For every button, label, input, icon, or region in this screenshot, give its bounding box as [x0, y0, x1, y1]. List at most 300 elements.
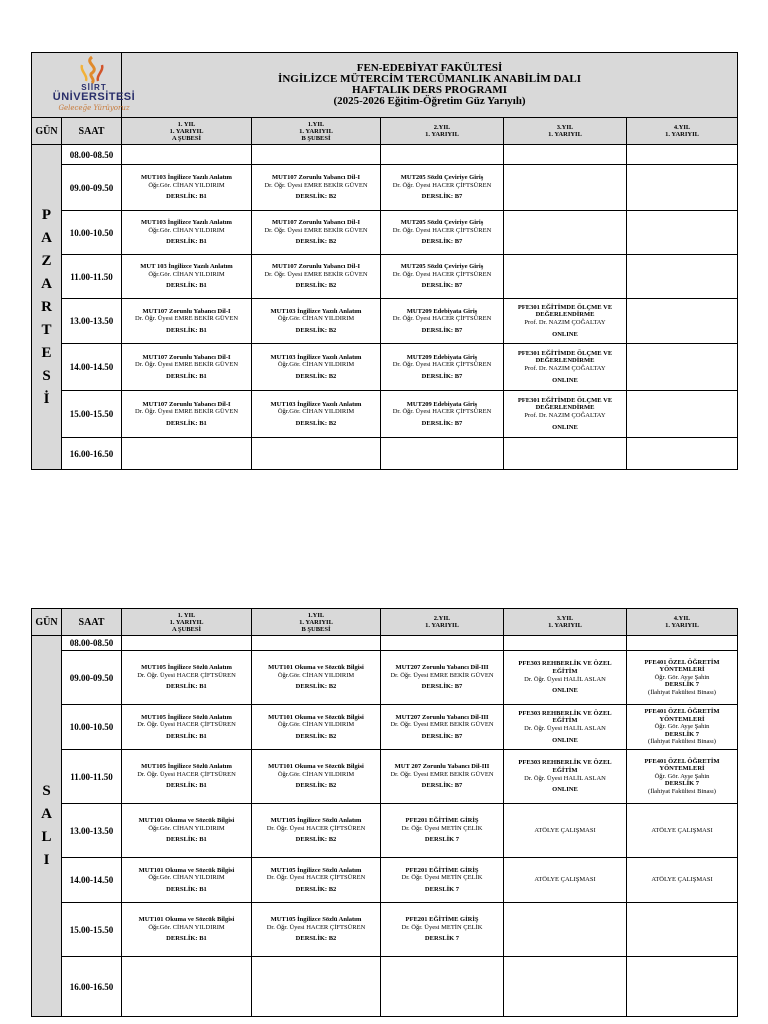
university-logo-cell: [32, 53, 136, 118]
monday-schedule-table: [31, 52, 738, 470]
university-logo: [34, 53, 154, 117]
course-name: MUT205 Sözlü Çeviriye Giriş: [400, 219, 484, 227]
classroom-label: DERSLİK: B1: [166, 326, 207, 334]
course-cell-y2: [381, 438, 504, 470]
classroom-label: DERSLİK: B1: [166, 885, 207, 893]
course-name: PFE303 REHBERLİK VE ÖZEL EĞİTİM: [518, 709, 612, 725]
course-cell-y4: [627, 705, 738, 750]
instructor-name: Öğr.Gör. CİHAN YILDIRIM: [148, 270, 225, 278]
monday-rows: [32, 145, 738, 470]
header-year1-b: 1.YIL 1. YARIYIL B ŞUBESİ: [252, 609, 381, 636]
title-term: (2025-2026 Eğitim-Öğretim Güz Yarıyılı): [333, 95, 526, 107]
time-slot: 09.00-09.50: [62, 165, 122, 211]
course-name: MUT105 İngilizce Sözlü Anlatım: [141, 664, 232, 672]
course-cell-b: [252, 957, 381, 1017]
course-name: MUT107 Zorunlu Yabancı Dil-I: [142, 400, 231, 408]
course-name: PFE201 EĞİTİME GİRİŞ: [405, 866, 479, 874]
day-letter: S: [42, 783, 51, 799]
course-cell-y2: [381, 957, 504, 1017]
day-letter: E: [41, 344, 52, 361]
instructor-name: Dr. Öğr. Üyesi EMRE BEKİR GÜVEN: [264, 181, 368, 189]
course-cell-b: [252, 145, 381, 165]
course-cell-a: [122, 391, 252, 438]
table-row: [32, 145, 738, 165]
table-row: [32, 804, 738, 858]
course-name: MUT107 Zorunlu Yabancı Dil-I: [142, 307, 231, 315]
course-cell-a: [122, 211, 252, 255]
course-cell-y2: [381, 299, 504, 344]
schedule-title: [122, 53, 738, 118]
instructor-name: Öğr.Gör. CİHAN YILDIRIM: [277, 671, 355, 679]
course-cell-b: [252, 651, 381, 705]
classroom-label: DERSLİK 7: [424, 935, 460, 943]
course-name: PFE301 EĞİTİMDE ÖLÇME VE DEĞERLENDİRME: [517, 396, 613, 412]
classroom-label: DERSLİK: B7: [421, 683, 463, 691]
classroom-label: DERSLİK: B1: [166, 782, 207, 790]
course-cell-y2: [381, 651, 504, 705]
course-cell-a: [122, 145, 252, 165]
header-gun: GÜN: [32, 118, 62, 145]
day-letter: I: [43, 852, 50, 868]
classroom-label: DERSLİK: B2: [295, 238, 337, 246]
course-name: PFE401 ÖZEL ÖĞRETİM YÖNTEMLERİ: [644, 658, 720, 674]
instructor-name: Dr. Öğr. Üyesi METİN ÇELİK: [401, 824, 483, 832]
course-cell-y2: [381, 705, 504, 750]
course-name: PFE401 ÖZEL ÖĞRETİM YÖNTEMLERİ: [644, 757, 720, 773]
course-cell-y4: [627, 438, 738, 470]
time-slot: 11.00-11.50: [62, 255, 122, 299]
course-name: MUT105 İngilizce Sözlü Anlatım: [270, 866, 362, 874]
classroom-label: ONLINE: [552, 687, 578, 695]
title-program: HAFTALIK DERS PROGRAMI: [352, 84, 508, 96]
course-cell-a: [122, 165, 252, 211]
course-cell-y4: [627, 957, 738, 1017]
course-cell-a: [122, 705, 252, 750]
time-slot: 10.00-10.50: [62, 211, 122, 255]
time-slot: 14.00-14.50: [62, 858, 122, 903]
instructor-name: Dr. Öğr. Üyesi HACER ÇİFTSÜREN: [392, 361, 492, 369]
classroom-label: ONLINE: [552, 736, 578, 744]
instructor-name: Öğr.Gör. CİHAN YILDIRIM: [148, 874, 225, 882]
classroom-label: ONLINE: [552, 376, 578, 384]
course-cell-y4: [627, 636, 738, 651]
course-cell-y2: [381, 165, 504, 211]
instructor-name: Dr. Öğr. Üyesi EMRE BEKİR GÜVEN: [134, 361, 239, 369]
day-letter: Z: [41, 252, 52, 269]
course-cell-y2: [381, 636, 504, 651]
table-row: [32, 957, 738, 1017]
course-cell-y2: [381, 391, 504, 438]
day-letters: [34, 204, 59, 411]
title-department: İNGİLİZCE MÜTERCİM TERCÜMANLIK ANABİLİM DALI: [278, 73, 581, 85]
time-slot: 08.00-08.50: [62, 145, 122, 165]
course-name: MUT105 İngilizce Sözlü Anlatım: [141, 763, 232, 771]
day-letter: R: [41, 298, 52, 315]
course-cell-y4: [627, 651, 738, 705]
classroom-label: DERSLİK: B2: [295, 419, 337, 427]
course-cell-b: [252, 211, 381, 255]
day-letter: P: [41, 206, 52, 223]
course-cell-y2: [381, 903, 504, 957]
course-cell-y4: [627, 211, 738, 255]
course-cell-y4: [627, 299, 738, 344]
classroom-label: DERSLİK: B1: [166, 419, 207, 427]
header-year2: 2.YIL 1. YARIYIL: [381, 118, 504, 145]
header-year1-b: 1.YIL 1. YARIYIL B ŞUBESİ: [252, 118, 381, 145]
course-name: MUT107 Zorunlu Yabancı Dil-I: [271, 263, 361, 271]
instructor-name: Dr. Öğr. Üyesi HACER ÇİFTSÜREN: [392, 270, 492, 278]
instructor-name: Dr. Öğr. Üyesi EMRE BEKİR GÜVEN: [390, 671, 494, 679]
classroom-label: DERSLİK: B7: [421, 282, 463, 290]
course-cell-y3: [504, 750, 627, 804]
course-cell-y4: [627, 165, 738, 211]
classroom-label: DERSLİK: B1: [166, 372, 207, 380]
classroom-label: DERSLİK: B1: [166, 193, 207, 201]
logo-text-siirt: SİİRT: [81, 83, 107, 92]
instructor-name: Dr. Öğr. Üyesi HACER ÇİFTSÜREN: [137, 770, 236, 778]
instructor-name: Dr. Öğr. Üyesi EMRE BEKİR GÜVEN: [134, 408, 239, 416]
course-cell-y3: [504, 636, 627, 651]
course-cell-y4: [627, 344, 738, 391]
day-letter: L: [41, 829, 52, 845]
instructor-name: Dr. Öğr. Üyesi EMRE BEKİR GÜVEN: [264, 270, 368, 278]
course-cell-a: [122, 636, 252, 651]
course-name: MUT105 İngilizce Sözlü Anlatım: [270, 916, 362, 924]
time-slot: 13.00-13.50: [62, 299, 122, 344]
course-name: MUT209 Edebiyata Giriş: [406, 353, 478, 361]
classroom-label: DERSLİK: B1: [166, 282, 207, 290]
course-cell-y3: [504, 957, 627, 1017]
course-name: MUT103 İngilizce Yazılı Anlatım: [270, 400, 362, 408]
course-cell-y3: [504, 344, 627, 391]
course-cell-y3: [504, 651, 627, 705]
course-name: MUT103 İngilizce Yazılı Anlatım: [270, 353, 362, 361]
classroom-label: DERSLİK: B2: [295, 282, 337, 290]
header-year3: 3.YIL 1. YARIYIL: [504, 118, 627, 145]
instructor-name: Öğr.Gör. CİHAN YILDIRIM: [277, 361, 355, 369]
course-name: PFE201 EĞİTİME GİRİŞ: [405, 817, 479, 825]
instructor-name: Dr. Öğr. Üyesi METİN ÇELİK: [401, 923, 483, 931]
course-cell-y3: [504, 438, 627, 470]
tuesday-day-label: [32, 636, 62, 1017]
course-cell-y2: [381, 750, 504, 804]
course-cell-y3: [504, 299, 627, 344]
course-cell-a: [122, 903, 252, 957]
classroom-label: DERSLİK: B7: [421, 326, 463, 334]
course-cell-a: [122, 750, 252, 804]
classroom-label: DERSLİK: B7: [421, 193, 463, 201]
time-slot: 13.00-13.50: [62, 804, 122, 858]
course-name: MUT 103 İngilizce Yazılı Anlatım: [140, 263, 233, 271]
title-faculty: FEN-EDEBİYAT FAKÜLTESİ: [356, 62, 503, 74]
course-cell-b: [252, 255, 381, 299]
course-cell-y3: [504, 858, 627, 903]
column-header-row: [32, 609, 738, 636]
course-name: MUT101 Okuma ve Sözcük Bilgisi: [138, 866, 235, 874]
course-cell-a: [122, 957, 252, 1017]
tuesday-rows: [32, 636, 738, 1017]
instructor-name: Öğr. Gör. Ayşe Şahin: [654, 673, 710, 681]
time-slot: 09.00-09.50: [62, 651, 122, 705]
course-cell-b: [252, 705, 381, 750]
classroom-label: DERSLİK: B7: [421, 732, 463, 740]
course-name: MUT205 Sözlü Çeviriye Giriş: [400, 263, 484, 271]
classroom-label: DERSLİK: B2: [295, 935, 337, 943]
instructor-name: Dr. Öğr. Üyesi EMRE BEKİR GÜVEN: [134, 315, 239, 323]
classroom-label: DERSLİK: B2: [295, 683, 337, 691]
course-cell-a: [122, 438, 252, 470]
course-name: MUT105 İngilizce Sözlü Anlatım: [270, 817, 362, 825]
instructor-name: Dr. Öğr. Üyesi HACER ÇİFTSÜREN: [392, 315, 492, 323]
table-row: [32, 299, 738, 344]
classroom-label: DERSLİK 7: [664, 780, 700, 788]
course-name: MUT101 Okuma ve Sözcük Bilgisi: [138, 916, 235, 924]
classroom-label: DERSLİK: B1: [166, 935, 207, 943]
course-cell-b: [252, 804, 381, 858]
instructor-name: Dr. Öğr. Üyesi HACER ÇİFTSÜREN: [137, 671, 236, 679]
course-cell-b: [252, 165, 381, 211]
header-saat: SAAT: [62, 118, 122, 145]
day-letter: T: [41, 321, 52, 338]
time-slot: 10.00-10.50: [62, 705, 122, 750]
course-note: ATÖLYE ÇALIŞMASI: [534, 826, 596, 834]
time-slot: 15.00-15.50: [62, 903, 122, 957]
classroom-label: DERSLİK: B2: [295, 836, 337, 844]
instructor-name: Dr. Öğr. Üyesi EMRE BEKİR GÜVEN: [390, 721, 494, 729]
instructor-name: Dr. Öğr. Üyesi HALİL ASLAN: [524, 774, 606, 782]
instructor-name: Prof. Dr. NAZIM ÇOĞALTAY: [524, 319, 606, 326]
instructor-name: Dr. Öğr. Üyesi METİN ÇELİK: [401, 874, 483, 882]
table-row: [32, 438, 738, 470]
course-name: MUT107 Zorunlu Yabancı Dil-I: [142, 353, 231, 361]
course-name: MUT209 Edebiyata Giriş: [406, 307, 478, 315]
column-header-row: [32, 118, 738, 145]
table-row: [32, 165, 738, 211]
course-cell-y3: [504, 211, 627, 255]
table-row: [32, 344, 738, 391]
instructor-name: Öğr.Gör. CİHAN YILDIRIM: [148, 226, 225, 234]
course-name: PFE301 EĞİTİMDE ÖLÇME VE DEĞERLENDİRME: [517, 303, 613, 319]
course-cell-b: [252, 438, 381, 470]
tuesday-schedule-table: [31, 608, 738, 1017]
course-cell-y2: [381, 211, 504, 255]
logo-slogan: Geleceğe Yürüyoruz: [58, 104, 130, 112]
instructor-name: Öğr.Gör. CİHAN YILDIRIM: [277, 408, 355, 416]
course-cell-y3: [504, 145, 627, 165]
time-slot: 16.00-16.50: [62, 957, 122, 1017]
header-year2: 2.YIL 1. YARIYIL: [381, 609, 504, 636]
classroom-label: DERSLİK: B1: [166, 836, 207, 844]
table-row: [32, 636, 738, 651]
course-cell-y3: [504, 705, 627, 750]
classroom-label: DERSLİK: B2: [295, 372, 337, 380]
table-row: [32, 705, 738, 750]
instructor-name: Dr. Öğr. Üyesi HACER ÇİFTSÜREN: [266, 824, 366, 832]
time-slot: 11.00-11.50: [62, 750, 122, 804]
instructor-name: Dr. Öğr. Üyesi HALİL ASLAN: [524, 725, 606, 732]
course-cell-y2: [381, 145, 504, 165]
instructor-name: Dr. Öğr. Üyesi EMRE BEKİR GÜVEN: [390, 770, 494, 778]
course-cell-a: [122, 858, 252, 903]
course-note: ATÖLYE ÇALIŞMASI: [651, 876, 713, 884]
time-slot: 08.00-08.50: [62, 636, 122, 651]
course-name: MUT103 İngilizce Yazılı Anlatım: [270, 307, 362, 315]
building-note: (İlahiyat Fakültesi Binası): [648, 787, 716, 795]
instructor-name: Dr. Öğr. Üyesi EMRE BEKİR GÜVEN: [264, 226, 368, 234]
course-cell-b: [252, 299, 381, 344]
classroom-label: DERSLİK: B7: [421, 419, 463, 427]
instructor-name: Dr. Öğr. Üyesi HACER ÇİFTSÜREN: [392, 226, 492, 234]
classroom-label: DERSLİK 7: [664, 730, 700, 738]
instructor-name: Dr. Öğr. Üyesi HACER ÇİFTSÜREN: [392, 181, 492, 189]
day-letter: A: [41, 806, 52, 822]
course-name: PFE303 REHBERLİK VE ÖZEL EĞİTİM: [518, 660, 612, 675]
course-name: PFE303 REHBERLİK VE ÖZEL EĞİTİM: [518, 759, 612, 774]
classroom-label: DERSLİK: B7: [421, 238, 463, 246]
course-name: MUT101 Okuma ve Sözcük Bilgisi: [268, 664, 364, 672]
course-cell-y3: [504, 391, 627, 438]
course-cell-a: [122, 344, 252, 391]
classroom-label: DERSLİK: B1: [166, 732, 207, 740]
course-cell-y4: [627, 903, 738, 957]
instructor-name: Öğr. Gör. Ayşe Şahin: [654, 723, 710, 731]
course-name: MUT 207 Zorunlu Yabancı Dil-III: [394, 763, 490, 771]
course-cell-y4: [627, 858, 738, 903]
course-cell-a: [122, 299, 252, 344]
course-name: PFE301 EĞİTİMDE ÖLÇME VE DEĞERLENDİRME: [517, 349, 613, 365]
course-note: ATÖLYE ÇALIŞMASI: [651, 826, 713, 834]
course-cell-y4: [627, 391, 738, 438]
classroom-label: DERSLİK: B2: [295, 782, 337, 790]
table-row: [32, 750, 738, 804]
course-cell-b: [252, 636, 381, 651]
course-cell-b: [252, 858, 381, 903]
instructor-name: Dr. Öğr. Üyesi HACER ÇİFTSÜREN: [137, 721, 236, 729]
classroom-label: DERSLİK: B1: [166, 683, 207, 691]
course-cell-y4: [627, 750, 738, 804]
time-slot: 15.00-15.50: [62, 391, 122, 438]
course-cell-y2: [381, 804, 504, 858]
header-year4: 4.YIL 1. YARIYIL: [627, 118, 738, 145]
header-year1-a: 1. YIL 1. YARIYIL A ŞUBESİ: [122, 609, 252, 636]
course-name: MUT103 İngilizce Yazılı Anlatım: [141, 174, 232, 182]
course-cell-y4: [627, 145, 738, 165]
header-gun: GÜN: [32, 609, 62, 636]
course-name: MUT101 Okuma ve Sözcük Bilgisi: [268, 763, 364, 771]
course-cell-a: [122, 255, 252, 299]
course-name: MUT103 İngilizce Yazılı Anlatım: [141, 219, 232, 227]
course-cell-b: [252, 903, 381, 957]
instructor-name: Öğr. Gör. Ayşe Şahin: [654, 772, 710, 780]
course-cell-y3: [504, 804, 627, 858]
classroom-label: DERSLİK: B1: [166, 238, 207, 246]
instructor-name: Öğr.Gör. CİHAN YILDIRIM: [148, 923, 225, 931]
header-saat: SAAT: [62, 609, 122, 636]
course-cell-y3: [504, 255, 627, 299]
course-note: ATÖLYE ÇALIŞMASI: [534, 876, 596, 884]
table-row: [32, 391, 738, 438]
course-cell-b: [252, 391, 381, 438]
day-letter: A: [41, 275, 52, 292]
time-slot: 14.00-14.50: [62, 344, 122, 391]
instructor-name: Öğr.Gör. CİHAN YILDIRIM: [277, 770, 355, 778]
table-row: [32, 858, 738, 903]
logo-text-university: ÜNİVERSİTESİ: [52, 91, 136, 103]
course-cell-b: [252, 750, 381, 804]
instructor-name: Dr. Öğr. Üyesi HACER ÇİFTSÜREN: [392, 408, 492, 416]
course-name: MUT107 Zorunlu Yabancı Dil-I: [271, 219, 361, 227]
header-year1-a: 1. YIL 1. YARIYIL A ŞUBESİ: [122, 118, 252, 145]
instructor-name: Prof. Dr. NAZIM ÇOĞALTAY: [524, 412, 606, 419]
course-cell-y3: [504, 165, 627, 211]
header-year4: 4.YIL 1. YARIYIL: [627, 609, 738, 636]
classroom-label: DERSLİK 7: [424, 885, 460, 893]
day-letter: S: [42, 367, 51, 384]
course-name: MUT101 Okuma ve Sözcük Bilgisi: [268, 713, 364, 721]
instructor-name: Öğr.Gör. CİHAN YILDIRIM: [148, 181, 225, 189]
table-row: [32, 903, 738, 957]
monday-day-label: [32, 145, 62, 470]
building-note: (İlahiyat Fakültesi Binası): [648, 688, 716, 696]
course-name: MUT105 İngilizce Sözlü Anlatım: [141, 713, 232, 721]
instructor-name: Öğr.Gör. CİHAN YILDIRIM: [277, 315, 355, 323]
classroom-label: DERSLİK 7: [424, 836, 460, 844]
instructor-name: Prof. Dr. NAZIM ÇOĞALTAY: [524, 365, 606, 372]
course-cell-a: [122, 804, 252, 858]
course-cell-y2: [381, 858, 504, 903]
header-year3: 3.YIL 1. YARIYIL: [504, 609, 627, 636]
classroom-label: ONLINE: [552, 786, 578, 794]
course-name: PFE201 EĞİTİME GİRİŞ: [405, 916, 479, 924]
instructor-name: Dr. Öğr. Üyesi HACER ÇİFTSÜREN: [266, 874, 366, 882]
course-name: PFE401 ÖZEL ÖĞRETİM YÖNTEMLERİ: [644, 708, 720, 723]
classroom-label: ONLINE: [552, 330, 578, 338]
classroom-label: DERSLİK: B2: [295, 326, 337, 334]
day-letters: [34, 780, 59, 872]
building-note: (İlahiyat Fakültesi Binası): [648, 738, 716, 746]
day-letter: A: [41, 229, 52, 246]
instructor-name: Dr. Öğr. Üyesi HALİL ASLAN: [524, 675, 606, 683]
table-row: [32, 211, 738, 255]
time-slot: 16.00-16.50: [62, 438, 122, 470]
instructor-name: Öğr.Gör. CİHAN YILDIRIM: [277, 721, 355, 729]
course-name: MUT209 Edebiyata Giriş: [406, 400, 478, 408]
course-cell-b: [252, 344, 381, 391]
table-row: [32, 255, 738, 299]
classroom-label: DERSLİK 7: [664, 681, 700, 689]
course-cell-y2: [381, 344, 504, 391]
classroom-label: DERSLİK: B2: [295, 193, 337, 201]
classroom-label: DERSLİK: B2: [295, 732, 337, 740]
course-name: MUT101 Okuma ve Sözcük Bilgisi: [138, 817, 235, 825]
course-name: MUT207 Zorunlu Yabancı Dil-III: [395, 664, 489, 672]
course-cell-y2: [381, 255, 504, 299]
instructor-name: Dr. Öğr. Üyesi HACER ÇİFTSÜREN: [266, 923, 366, 931]
classroom-label: DERSLİK: B7: [421, 782, 463, 790]
classroom-label: DERSLİK: B7: [421, 372, 463, 380]
course-name: MUT207 Zorunlu Yabancı Dil-III: [395, 713, 489, 721]
course-cell-y3: [504, 903, 627, 957]
day-letter: İ: [43, 390, 50, 407]
course-cell-y4: [627, 255, 738, 299]
course-cell-a: [122, 651, 252, 705]
table-row: [32, 651, 738, 705]
instructor-name: Öğr.Gör. CİHAN YILDIRIM: [148, 824, 225, 832]
classroom-label: DERSLİK: B2: [295, 885, 337, 893]
course-cell-y4: [627, 804, 738, 858]
classroom-label: ONLINE: [552, 423, 578, 431]
course-name: MUT205 Sözlü Çeviriye Giriş: [400, 174, 484, 182]
